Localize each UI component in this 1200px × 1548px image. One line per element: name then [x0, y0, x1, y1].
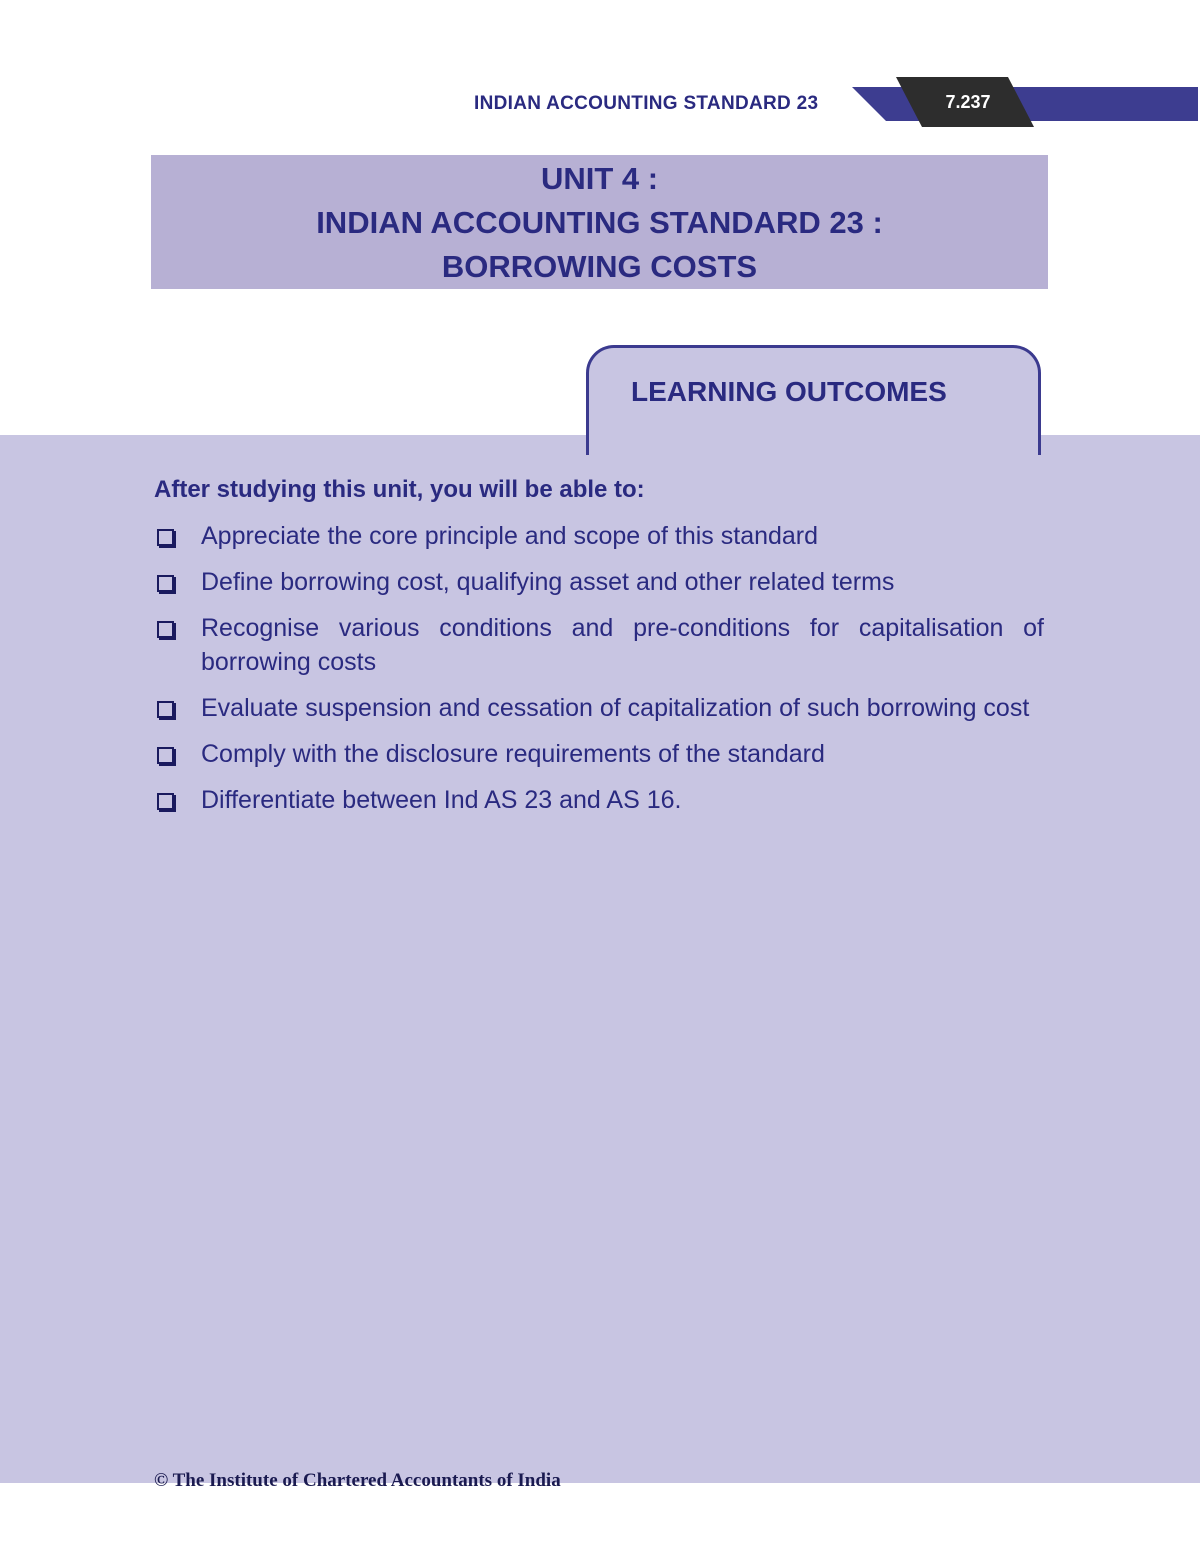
outcome-list [154, 519, 1044, 829]
learning-outcomes-panel [0, 435, 1200, 1483]
checkbox-icon [157, 701, 174, 718]
copyright-footer: © The Institute of Chartered Accountants of India [154, 1470, 561, 1491]
header-band-graphic [0, 0, 1200, 140]
outcome-text: Appreciate the core principle and scope of this standard [201, 522, 819, 550]
list-item [154, 691, 1044, 725]
list-item [154, 783, 1044, 817]
unit-standard-name: INDIAN ACCOUNTING STANDARD 23 : [316, 205, 883, 240]
outcome-text: Comply with the disclosure requirements of the standard [201, 740, 825, 768]
checkbox-icon [157, 793, 174, 810]
unit-title-box [151, 155, 1048, 289]
checkbox-icon [157, 747, 174, 764]
learning-outcomes-tab [586, 345, 1041, 455]
list-item [154, 737, 1044, 771]
checkbox-icon [157, 575, 174, 592]
unit-number: UNIT 4 : [540, 161, 659, 196]
outcome-text: Differentiate between Ind AS 23 and AS 16. [201, 786, 682, 814]
list-item [154, 519, 1044, 553]
learning-outcomes-heading: LEARNING OUTCOMES [631, 376, 947, 407]
outcomes-intro: After studying this unit, you will be able to: [154, 476, 645, 503]
outcome-text: Evaluate suspension and cessation of capitalization of such borrowing cost [201, 694, 1030, 722]
list-item [154, 565, 1044, 599]
outcome-text: Recognise various conditions and pre-conditions for capitalisation of borrowing costs [201, 614, 1044, 676]
checkbox-icon [157, 621, 174, 638]
running-header-title: INDIAN ACCOUNTING STANDARD 23 [474, 93, 819, 114]
running-header [0, 0, 1200, 140]
checkbox-icon [157, 529, 174, 546]
page-number: 7.237 [945, 92, 991, 112]
outcome-text: Define borrowing cost, qualifying asset and other related terms [201, 568, 895, 596]
unit-topic: BORROWING COSTS [441, 249, 758, 284]
list-item [154, 611, 1044, 679]
